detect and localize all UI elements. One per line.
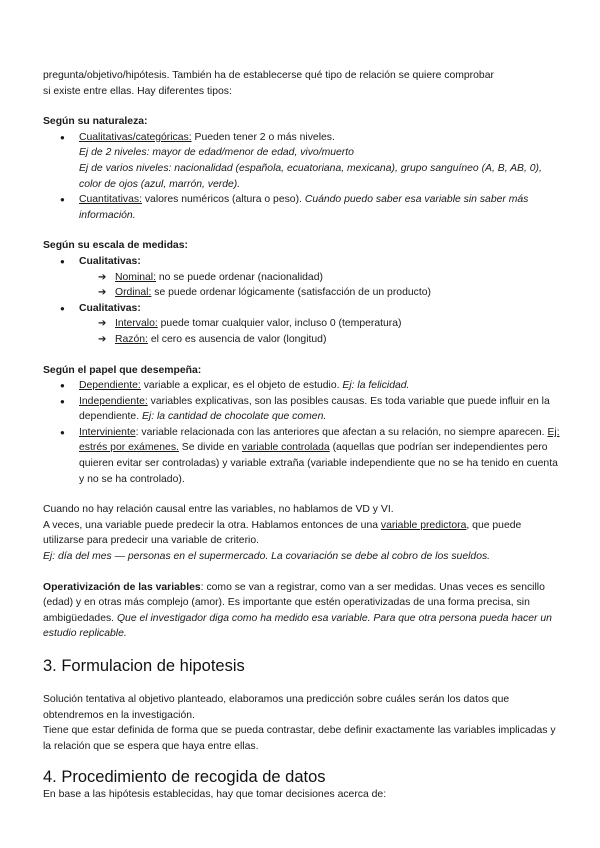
term-cuantitativas: Cuantitativas: [79,194,142,206]
operativizacion-paragraph [43,580,563,642]
causal-line-1: Cuando no hay relación causal entre las variables, no hablamos de VD y VI. [43,504,394,516]
term-variable-controlada: variable controlada [241,442,330,454]
text-intervalo: puede tomar cualquier valor, incluso 0 (temperatura) [157,318,402,330]
list-item-cuantitativas [79,192,563,223]
causal-line-2b: , que puede utilizarse para predecir una variable de criterio. [43,519,522,547]
term-ordinal: Ordinal: [115,287,152,299]
sublist-cualitativas [79,270,563,301]
sublist-item-nominal [115,270,563,286]
escala-list [43,254,563,348]
text-interviniente-3: (aquellas que podrían ser independientes pero quieren evitar ser controladas) y variable extraña (variable independiente que no se ha tenido en cuenta y no se ha controlado). [79,442,558,485]
term-operativizacion: Operativización de las variables [43,581,201,593]
sublist-item-intervalo [115,316,563,332]
section-3-paragraph-2: Tiene que estar definida de forma que se pueda contrastar, debe definir exactamente las variables implicadas y la relación que se espera que haya entre ellas. [43,725,556,752]
text-dependiente: variable a explicar, es el objeto de estudio. [140,380,343,392]
example-interviniente: Ej: estrés por exámenes. [79,426,560,454]
section-3-paragraph-1: Solución tentativa al objetivo planteado, elaboramos una predicción sobre cuáles serán los datos que obtendremos en la investigación. [43,694,510,721]
sublist-item-ordinal [115,285,563,301]
section-3-title: 3. Formulacion de hipotesis [43,657,245,675]
term-nominal: Nominal: [115,271,156,283]
heading-escala: Según su escala de medidas: [43,240,188,252]
list-item-cualitativas [79,130,563,192]
example-varios-niveles: Ej de varios niveles: nacionalidad (española, ecuatoriana, mexicana), grupo sanguíneo (A, B, AB, 0), color de ojos (azul, marrón, verde). [79,162,542,190]
term-variable-predictora: variable predictora [380,519,467,531]
intro-line-1: pregunta/objetivo/hipótesis. También ha de establecerse qué tipo de relación se quiere comprobar [43,70,494,81]
sublist-cuantitativas [79,316,563,347]
text-ordinal: se puede ordenar lógicamente (satisfacción de un producto) [151,287,431,299]
group-title-1: Cualitativas: [79,255,141,267]
example-independiente: Ej: la cantidad de chocolate que comen. [141,411,327,423]
sublist-item-razon [115,332,563,348]
note-operativizacion: Que el investigador diga como ha medido esa variable. Para que otra persona pueda hacer un estudio replicable. [43,612,552,640]
example-2-niveles: Ej de 2 niveles: mayor de edad/menor de edad, vivo/muerto [79,147,354,159]
causal-example: Ej: día del mes — personas en el supermercado. La covariación se debe al cobro de los sueldos. [43,551,491,563]
list-item-cualitativas-escala [79,254,563,301]
intro-line-2: si existe entre ellas. Hay diferentes tipos: [43,85,232,97]
note-cuantitativas: Cuándo puedo saber esa variable sin saber más información. [79,194,529,221]
group-title-2: Cualitativas: [79,302,141,314]
list-item-independiente [79,394,563,425]
causal-line-2 [43,518,563,549]
list-item-dependiente [79,378,563,394]
text-cualitativas: Pueden tener 2 o más niveles. [191,131,335,143]
papel-list [43,378,563,487]
term-razon: Razón: [115,333,148,345]
section-4-title: 4. Procedimiento de recogida de datos [43,768,326,787]
list-item-cualitativas-escala-2 [79,301,563,348]
text-cuantitativas: valores numéricos (altura o peso). [141,194,305,206]
term-interviniente: Interviniente [79,426,136,438]
causal-line-2a: A veces, una variable puede predecir la otra. Hablamos entonces de una [43,519,381,531]
section-4-paragraph-1: En base a las hipótesis establecidas, hay que tomar decisiones acerca de: [43,789,387,801]
term-intervalo: Intervalo: [115,318,158,330]
heading-naturaleza: Según su naturaleza: [43,116,148,128]
term-dependiente: Dependiente: [79,380,141,392]
text-interviniente-1: : variable relacionada con las anteriores que afectan a su relación, no siempre aparecen. [135,426,548,438]
text-operativizacion: : como se van a registrar, como van a ser medidas. Unas veces es sencillo (edad) y en otras más complejo (amor). Es importante que estén operativizadas de una forma precisa, sin ambigüedades. [43,581,545,624]
text-razon: el cero es ausencia de valor (longitud) [147,333,327,345]
document-page [43,68,563,803]
text-interviniente-2: Se divide en [178,442,242,454]
text-nominal: no se puede ordenar (nacionalidad) [156,271,323,283]
term-cualitativas: Cualitativas/categóricas: [79,131,192,143]
naturaleza-list [43,130,563,224]
text-independiente: variables explicativas, son las posibles causas. Es toda variable que puede influir en la dependiente. [79,395,550,423]
heading-papel: Según el papel que desempeña: [43,364,202,376]
example-dependiente: Ej: la felicidad. [342,380,410,392]
term-independiente: Independiente: [79,395,148,407]
list-item-interviniente [79,425,563,487]
